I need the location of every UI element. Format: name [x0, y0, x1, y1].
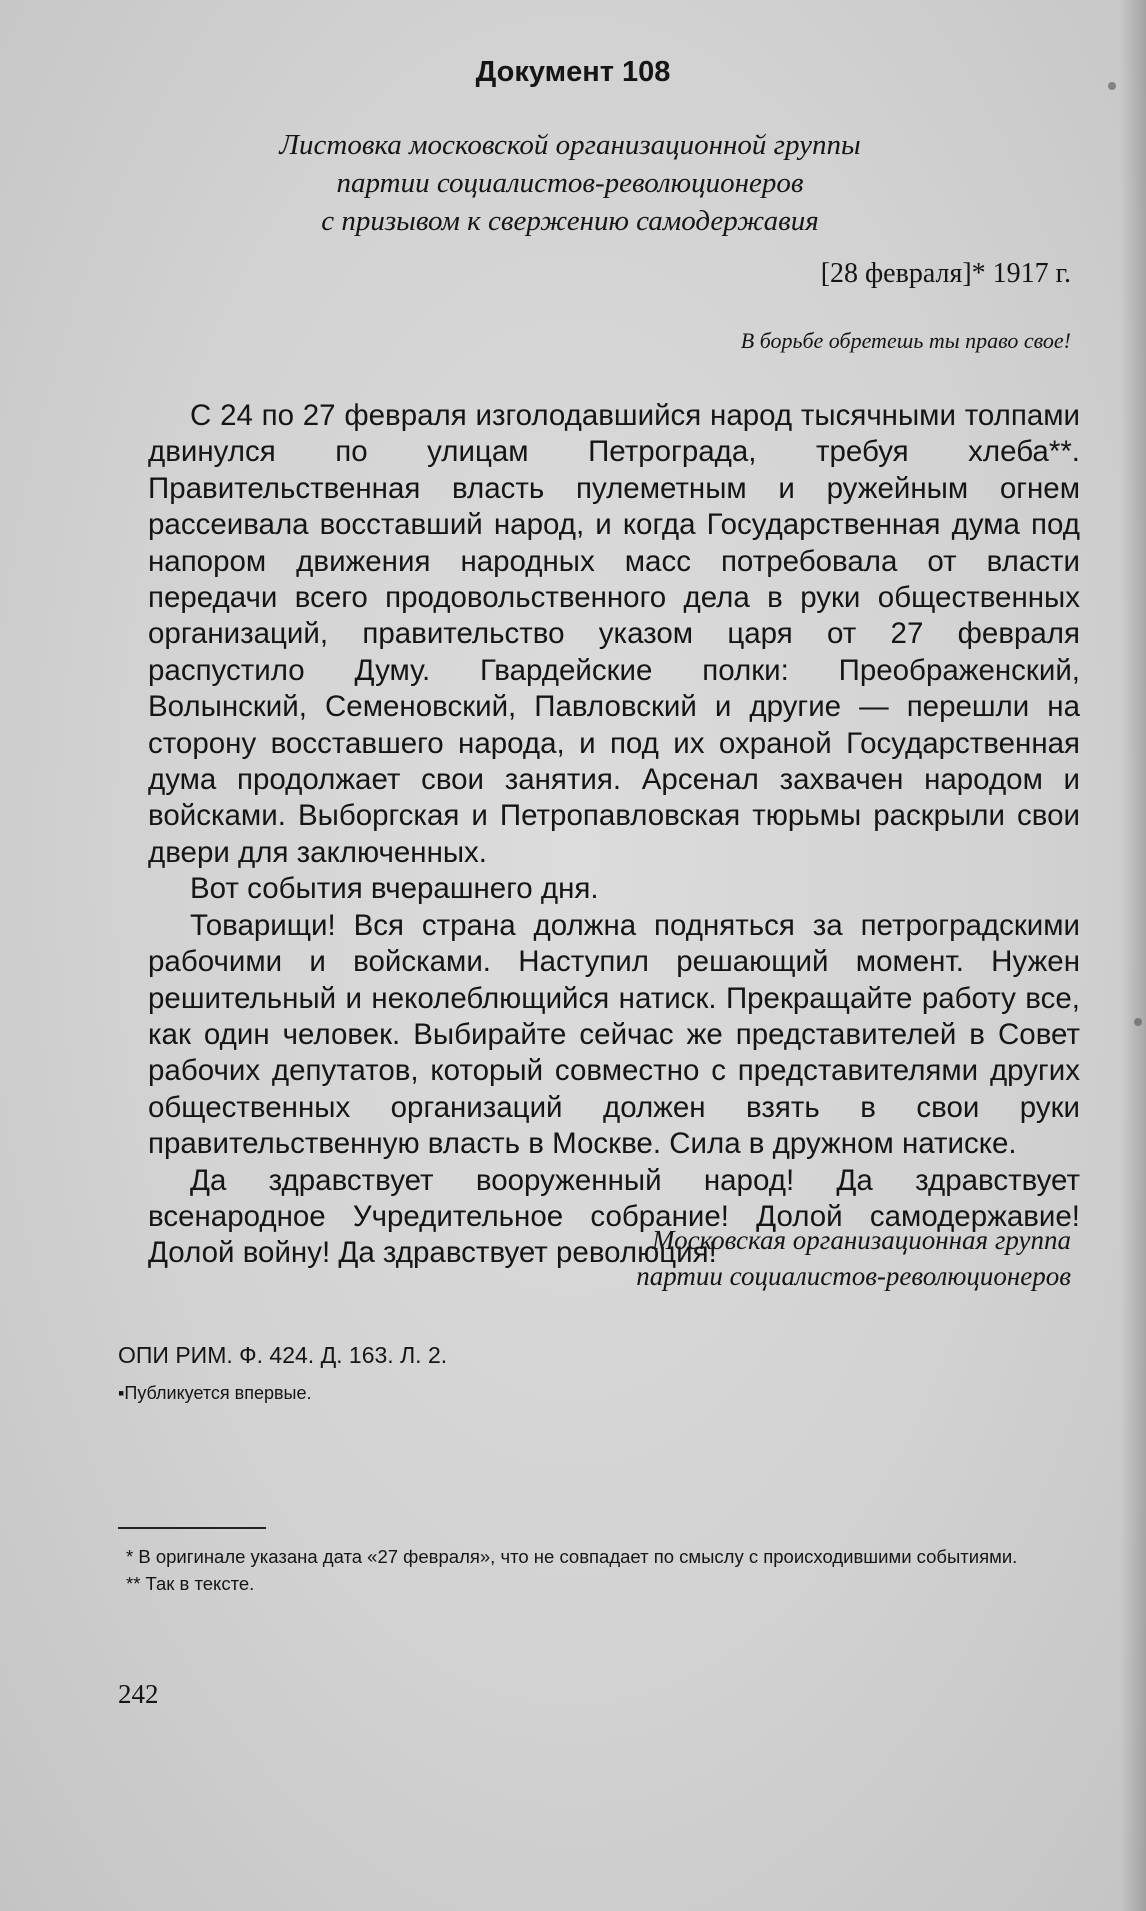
page-number: 242	[118, 1679, 159, 1709]
footnote	[126, 1570, 1096, 1597]
signature-line: Московская организационная группа	[651, 1225, 1071, 1255]
document-title: Документ 108	[475, 56, 671, 88]
footnote-mark: *	[126, 1546, 139, 1567]
page-edge-shadow	[1120, 0, 1146, 1911]
footnote-text: В оригинале указана дата «27 февраля», что не совпадает по смыслу с происходившими событиями.	[138, 1546, 1018, 1567]
body-paragraph: Товарищи! Вся страна должна подняться за петроградскими рабочими и войсками. Наступил решающий момент. Нужен решительный и неколеблющийся натиск. Прекращайте работу все, как один человек. Выбирайте сейчас же представителей в Совет рабочих депутатов, который совместно с представителями других общественных организаций должен взять в свои руки правительственную власть в Москве. Сила в дружном натиске.	[148, 908, 1080, 1161]
epigraph: В борьбе обретешь ты право свое!	[740, 328, 1071, 353]
scan-speck	[1134, 1018, 1142, 1026]
body-paragraph: Да здравствует вооруженный народ! Да здравствует всенародное Учредительное собрание! Долой самодержавие! Долой войну! Да здравствует революция!	[148, 1163, 1080, 1270]
document-body	[148, 398, 1080, 1272]
body-paragraph: Вот события вчерашнего дня.	[190, 872, 599, 906]
body-paragraph: С 24 по 27 февраля изголодавшийся народ тысячными толпами двинулся по улицам Петрограда, требуя хлеба**. Правительственная власть пулеметным и ружейным огнем рассеивала восставший народ, и когда Государственная дума под напором движения народных масс потребовала от власти передачи всего продовольственного дела в руки общественных организаций, правительство указом царя от 27 февраля распустило Думу. Гвардейские полки: Преображенский, Волынский, Семеновский, Павловский и другие — перешли на сторону восставшего народа, и под их охраной Государственная дума продолжает свои занятия. Арсенал захвачен народом и войсками. Выборгская и Петропавловская тюрьмы раскрыли свои двери для заключенных.	[148, 399, 1080, 869]
publication-note: ▪Публикуется впервые.	[118, 1383, 312, 1403]
subtitle-line: партии социалистов-революционеров	[336, 167, 804, 199]
footnote-text: Так в тексте.	[145, 1573, 255, 1594]
signature-line: партии социалистов-революционеров	[636, 1261, 1071, 1291]
footnote	[126, 1543, 1096, 1570]
archive-reference: ОПИ РИМ. Ф. 424. Д. 163. Л. 2.	[118, 1342, 448, 1368]
subtitle-line: Листовка московской организационной группы	[279, 129, 861, 161]
footnotes	[126, 1543, 1096, 1597]
signature	[636, 1222, 1071, 1294]
subtitle-line: с призывом к свержению самодержавия	[321, 205, 819, 237]
document-date: [28 февраля]* 1917 г.	[820, 258, 1071, 289]
footnote-divider	[118, 1527, 266, 1529]
footnote-mark: **	[126, 1573, 146, 1594]
document-subtitle	[200, 126, 940, 240]
